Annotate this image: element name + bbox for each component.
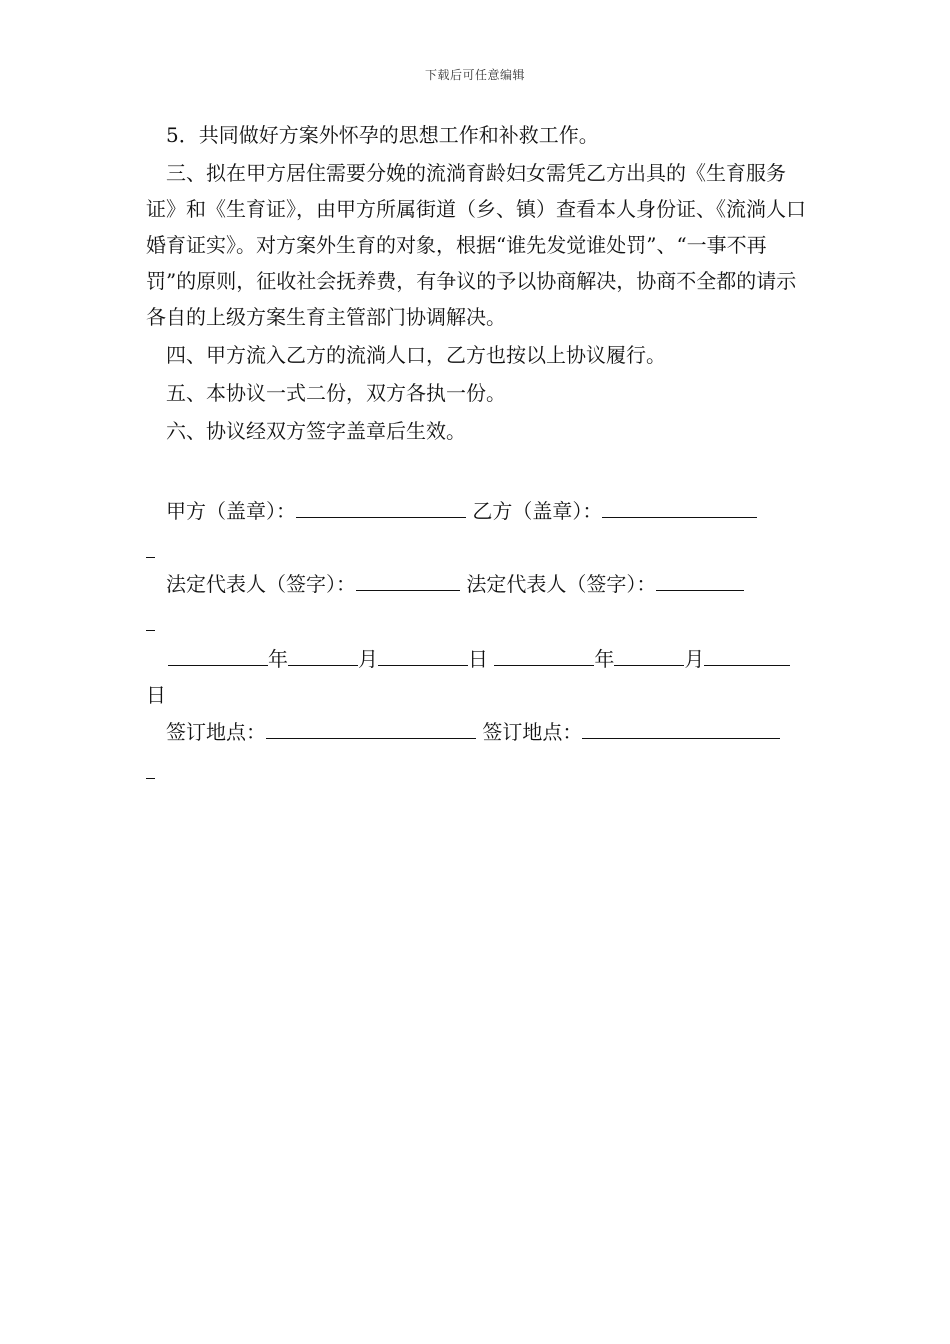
day-b-blank [704, 645, 790, 666]
place-b-label: 签订地点： [482, 720, 583, 744]
rep-b-sign-blank [656, 570, 744, 591]
date-trail [146, 679, 166, 708]
legal-rep-trail [146, 610, 155, 636]
trailing-underscore [146, 537, 155, 558]
trailing-underscore [146, 758, 155, 779]
signing-place-trail [146, 758, 155, 784]
place-a-label: 签订地点： [166, 720, 266, 744]
clause-five-paragraph: 五、本协议一式二份，双方各执一份。 [166, 381, 506, 405]
place-b-blank [582, 718, 780, 739]
month-a-label: 月 [358, 647, 378, 671]
day-a-blank [378, 645, 468, 666]
signing-place-row [146, 716, 828, 745]
trailing-underscore [146, 610, 155, 631]
party-b-seal-blank [602, 497, 757, 518]
party-a-seal-blank [296, 497, 466, 518]
year-b-blank [494, 645, 594, 666]
month-b-label: 月 [684, 647, 705, 671]
rep-a-label: 法定代表人（签字）： [166, 572, 356, 596]
date-row [146, 643, 830, 672]
day-b-label: 日 [146, 683, 166, 707]
party-b-seal-label: 乙方（盖章）： [472, 499, 603, 523]
month-a-blank [288, 645, 358, 666]
year-b-label: 年 [594, 647, 615, 671]
year-a-blank [168, 645, 268, 666]
party-seal-row [146, 495, 828, 524]
rep-b-label: 法定代表人（签字）： [466, 572, 657, 596]
clause-six-paragraph: 六、协议经双方签字盖章后生效。 [166, 419, 466, 443]
year-a-label: 年 [268, 647, 288, 671]
page-header-note: 下载后可任意编辑 [424, 68, 525, 82]
month-b-blank [614, 645, 684, 666]
agreement-body [146, 117, 808, 449]
day-a-label: 日 [468, 647, 488, 671]
place-a-blank [266, 718, 476, 739]
clause-four-paragraph: 四、甲方流入乙方的流淌人口，乙方也按以上协议履行。 [166, 343, 666, 367]
clause-three-paragraph: 三、拟在甲方居住需要分娩的流淌育龄妇女需凭乙方出具的《生育服务证》和《生育证》，由甲方所属街道（乡、镇）查看本人身份证、《流淌人口婚育证实》。对方案外生育的对象，根据“谁先发觉谁处罚”、“一事不再罚”的原则，征收社会抚养费，有争议的予以协商解决，协商不全都的请示各自的上级方案生育主管部门协调解决。 [146, 161, 806, 329]
rep-a-sign-blank [356, 570, 460, 591]
party-a-seal-label: 甲方（盖章）： [166, 499, 296, 523]
party-seal-trail [146, 537, 155, 563]
legal-rep-row [146, 568, 828, 597]
clause-5-paragraph: 5．共同做好方案外怀孕的思想工作和补救工作。 [166, 123, 599, 147]
